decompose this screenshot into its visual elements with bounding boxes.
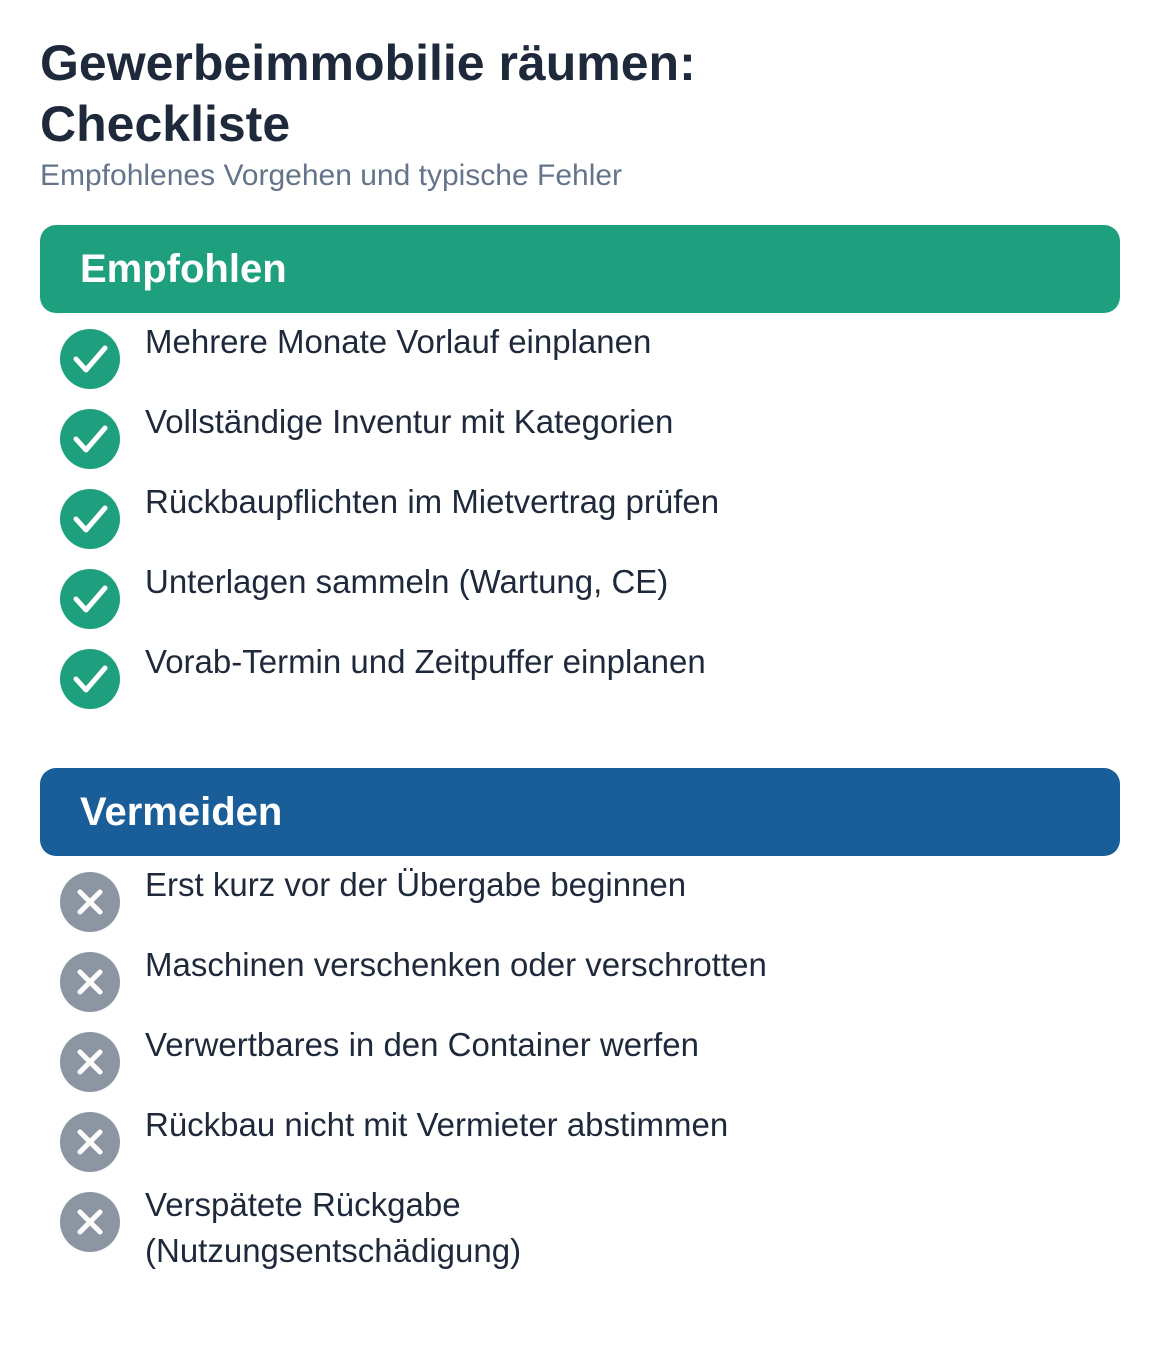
list-item-text: Unterlagen sammeln (Wartung, CE) — [145, 563, 669, 600]
check-circle-icon — [60, 649, 120, 709]
section-heading-avoid: Vermeiden — [80, 789, 283, 834]
list-item-text: Rückbaupflichten im Mietvertrag prüfen — [145, 483, 720, 520]
list-item-text: Verwertbares in den Container werfen — [145, 1026, 699, 1063]
list-item — [40, 866, 1120, 936]
checklist-page — [40, 0, 1120, 1274]
list-item — [40, 643, 1120, 713]
x-circle-icon — [60, 1112, 120, 1172]
x-circle-icon — [60, 1032, 120, 1092]
list-item-text: Rückbau nicht mit Vermieter abstimmen — [145, 1106, 729, 1143]
section-header-avoid — [40, 768, 1120, 856]
avoid-list — [40, 866, 1120, 1274]
list-item — [40, 403, 1120, 473]
list-item — [40, 1026, 1120, 1096]
check-circle-icon — [60, 329, 120, 389]
list-item-text: Vorab-Termin und Zeitpuffer einplanen — [145, 643, 706, 680]
list-item-text: Erst kurz vor der Übergabe beginnen — [145, 866, 687, 903]
x-circle-icon — [60, 952, 120, 1012]
list-item-text: Verspätete Rückgabe (Nutzungsentschädigung) — [145, 1186, 522, 1269]
list-item-text: Maschinen verschenken oder verschrotten — [145, 946, 767, 983]
list-item — [40, 323, 1120, 393]
page-title: Gewerbeimmobilie räumen: Checkliste — [40, 35, 696, 152]
list-item — [40, 483, 1120, 553]
list-item — [40, 563, 1120, 633]
recommended-list — [40, 323, 1120, 713]
x-circle-icon — [60, 1192, 120, 1252]
list-item-text: Vollständige Inventur mit Kategorien — [145, 403, 674, 440]
list-item — [40, 946, 1120, 1016]
check-circle-icon — [60, 569, 120, 629]
check-circle-icon — [60, 489, 120, 549]
list-item — [40, 1186, 1120, 1274]
section-heading-recommended: Empfohlen — [80, 246, 287, 291]
list-item — [40, 1106, 1120, 1176]
x-circle-icon — [60, 872, 120, 932]
check-circle-icon — [60, 409, 120, 469]
section-header-recommended — [40, 225, 1120, 313]
list-item-text: Mehrere Monate Vorlauf einplanen — [145, 323, 652, 360]
page-subtitle: Empfohlenes Vorgehen und typische Fehler — [40, 159, 623, 192]
